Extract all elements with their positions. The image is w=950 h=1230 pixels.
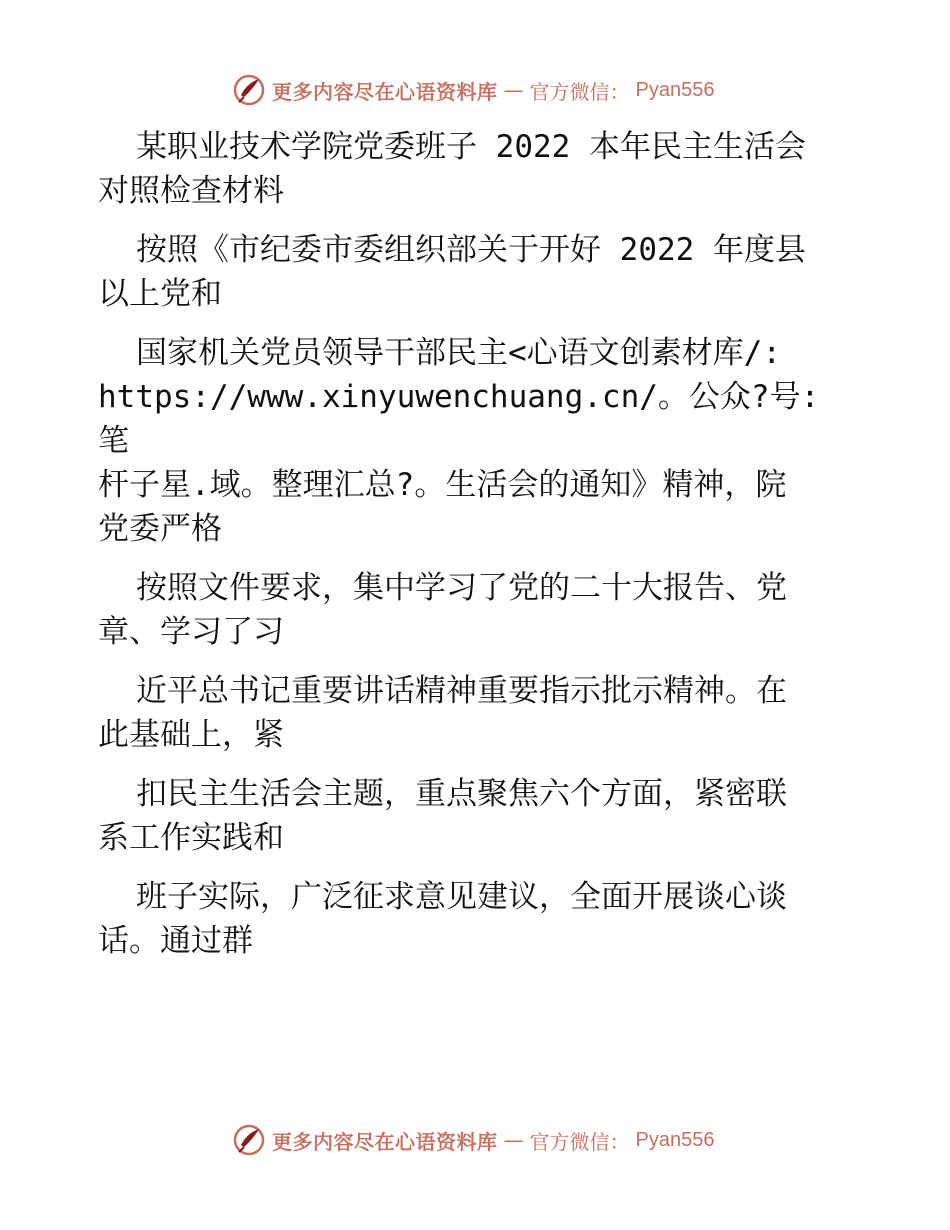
text-line: 系工作实践和: [98, 820, 284, 856]
paragraph: [98, 669, 858, 757]
banner-wechat-label: 官方微信：: [529, 79, 630, 104]
header-banner: [232, 72, 714, 108]
banner-text: 更多内容尽在心语资料库: [272, 79, 498, 104]
banner-wechat-id: Pyan556: [635, 1128, 715, 1151]
footer-banner: [232, 1122, 714, 1158]
text-line: https://www.xinyuwenchuang.cn/。公众?号: 笔: [98, 379, 838, 459]
text-line: 党委严格: [98, 511, 222, 547]
banner-wechat-label: 官方微信：: [529, 1129, 630, 1154]
text-line: 班子实际，广泛征求意见建议，全面开展谈心谈: [136, 879, 787, 915]
paragraph: [98, 772, 858, 860]
banner-separator: —: [503, 78, 524, 102]
paragraph: [98, 228, 858, 316]
text-line: 话。通过群: [98, 923, 253, 959]
banner-separator: —: [503, 1128, 524, 1152]
quill-logo-icon: [232, 1123, 266, 1157]
text-line: 国家机关党员领导干部民主<心语文创素材库/:: [136, 335, 781, 371]
banner-text: 更多内容尽在心语资料库: [272, 1129, 498, 1154]
text-line: 按照《市纪委市委组织部关于开好 2022 年度县: [136, 232, 806, 268]
text-line: 某职业技术学院党委班子 2022 本年民主生活会: [136, 129, 806, 165]
text-line: 章、学习了习: [98, 614, 284, 650]
banner-wechat-id: Pyan556: [635, 78, 715, 101]
quill-logo-icon: [232, 73, 266, 107]
paragraph: [98, 125, 858, 213]
text-line: 按照文件要求，集中学习了党的二十大报告、党: [136, 570, 787, 606]
text-line: 杆子星.域。整理汇总?。生活会的通知》精神，院: [98, 467, 787, 503]
paragraph: [98, 331, 858, 551]
text-line: 以上党和: [98, 276, 222, 312]
text-line: 近平总书记重要讲话精神重要指示批示精神。在: [136, 673, 787, 709]
text-line: 扣民主生活会主题，重点聚焦六个方面，紧密联: [136, 776, 787, 812]
paragraph: [98, 875, 858, 963]
text-line: 对照检查材料: [98, 173, 284, 209]
paragraph: [98, 566, 858, 654]
text-line: 此基础上，紧: [98, 717, 284, 753]
document-body: [98, 125, 858, 978]
